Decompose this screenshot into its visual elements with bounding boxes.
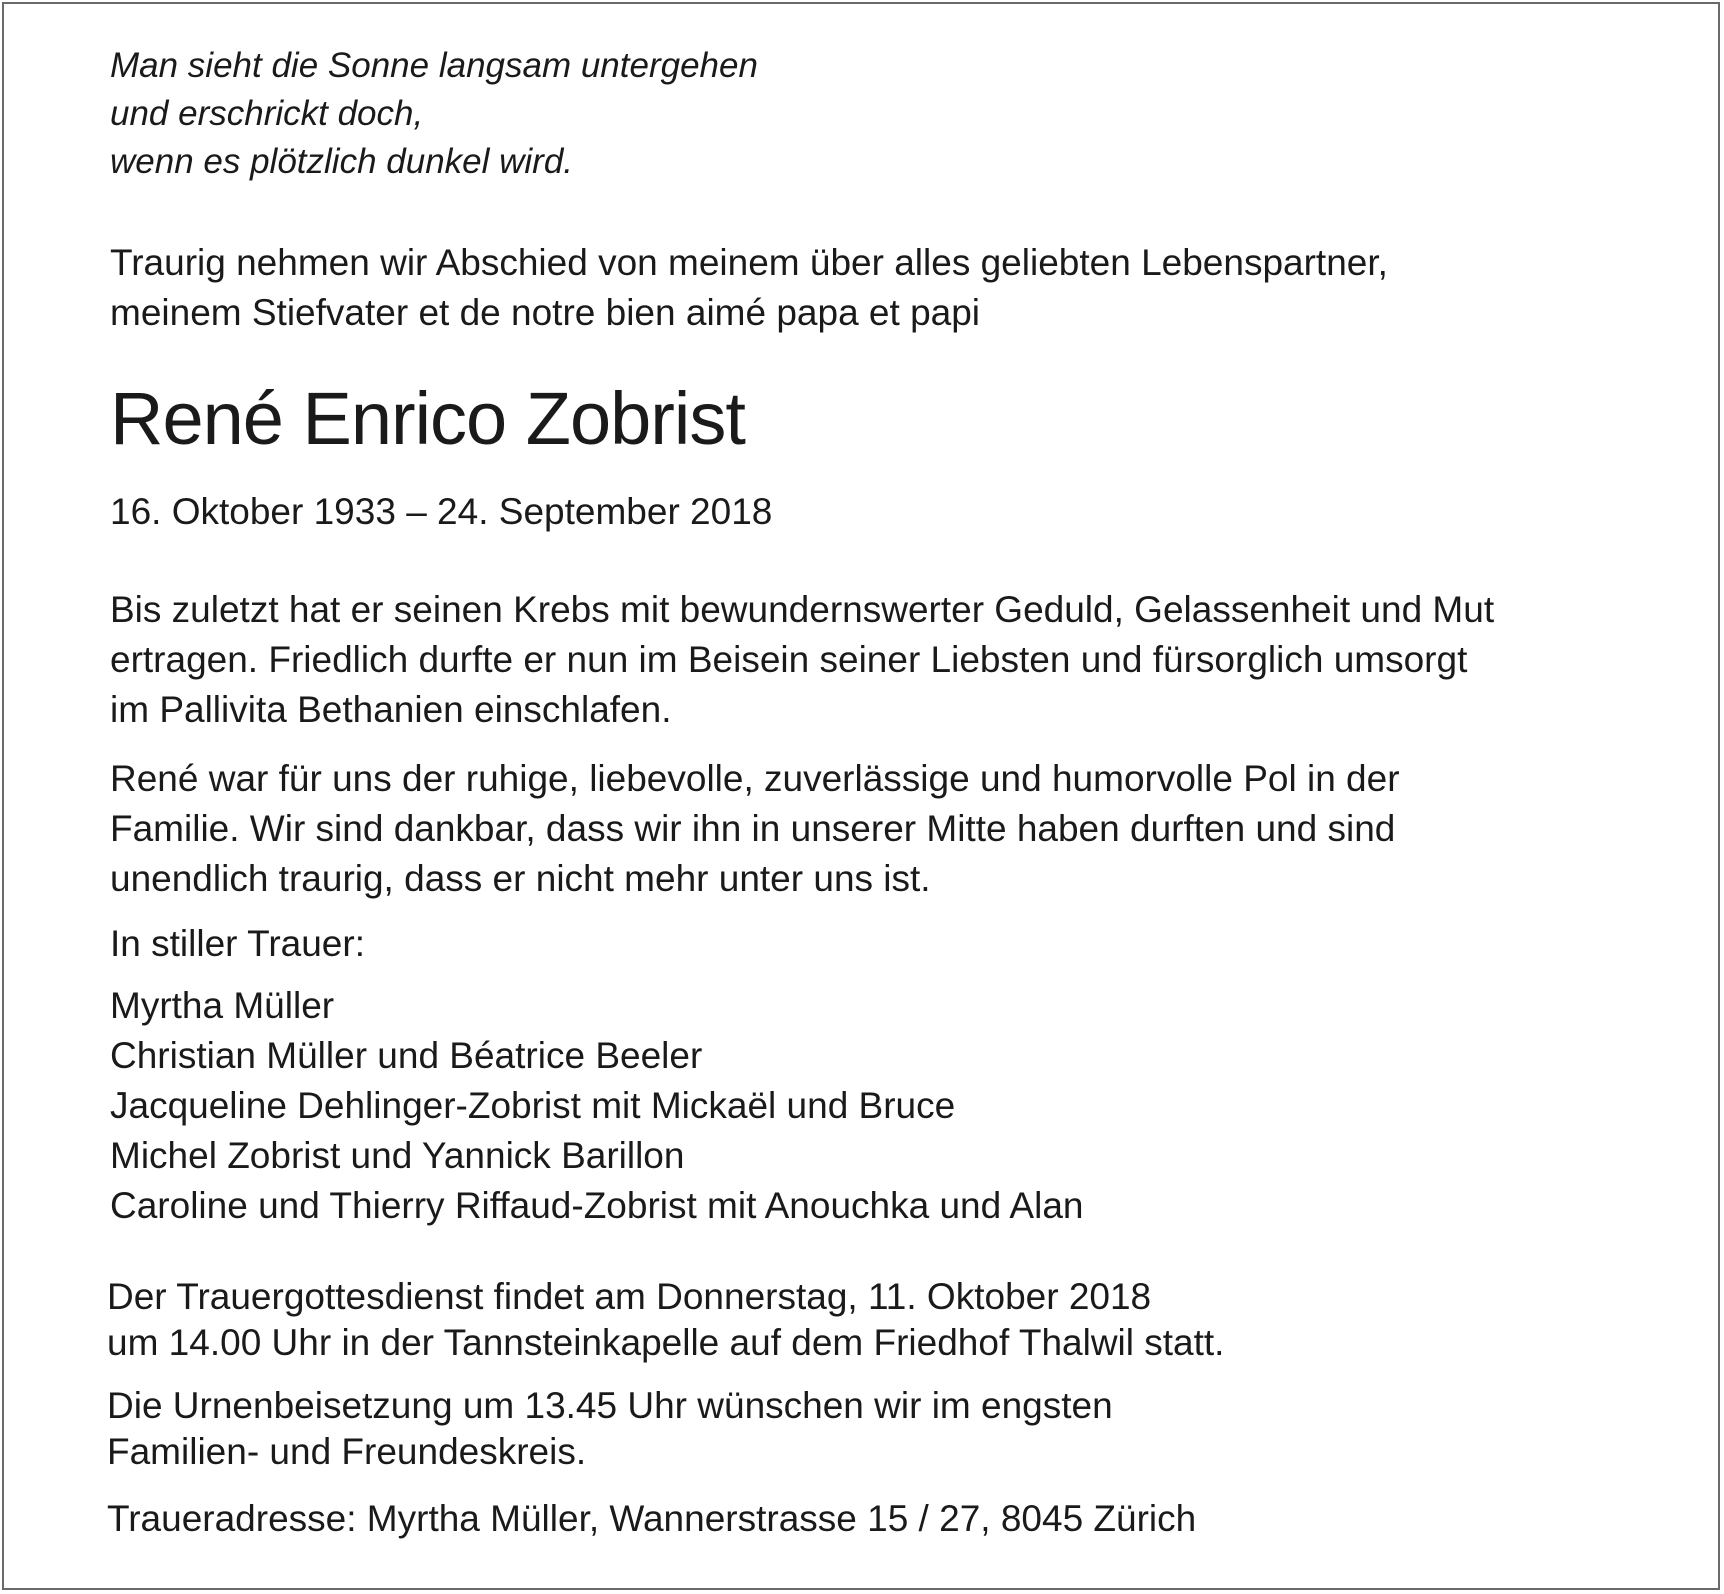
service-line: Der Trauergottesdienst findet am Donnerstag, 11. Oktober 2018 (107, 1276, 1152, 1317)
mourning-label: In stiller Trauer: (110, 923, 365, 964)
paragraph-line: im Pallivita Bethanien einschlafen. (110, 689, 672, 730)
intro-text (110, 238, 1388, 338)
paragraph-line: unendlich traurig, dass er nicht mehr unter uns ist. (110, 858, 931, 899)
mourning-address: Traueradresse: Myrtha Müller, Wannerstrasse 15 / 27, 8045 Zürich (107, 1498, 1197, 1539)
service-line: um 14.00 Uhr in der Tannsteinkapelle auf dem Friedhof Thalwil statt. (107, 1322, 1225, 1363)
burial-info (107, 1383, 1113, 1475)
intro-line: meinem Stiefvater et de notre bien aimé papa et papi (110, 292, 981, 333)
paragraph-line: René war für uns der ruhige, liebevolle, zuverlässige und humorvolle Pol in der (110, 758, 1400, 799)
mourners-list (110, 981, 1084, 1231)
burial-line: Familien- und Freundeskreis. (107, 1431, 587, 1472)
poem-line: wenn es plötzlich dunkel wird. (110, 142, 574, 181)
paragraph-line: Familie. Wir sind dankbar, dass wir ihn in unserer Mitte haben durften und sind (110, 808, 1396, 849)
paragraph-illness (110, 585, 1494, 735)
life-dates: 16. Oktober 1933 – 24. September 2018 (110, 491, 773, 532)
paragraph-line: ertragen. Friedlich durfte er nun im Beisein seiner Liebsten und fürsorglich umsorgt (110, 639, 1468, 680)
burial-line: Die Urnenbeisetzung um 13.45 Uhr wünschen wir im engsten (107, 1385, 1113, 1426)
intro-line: Traurig nehmen wir Abschied von meinem über alles geliebten Lebenspartner, (110, 242, 1388, 283)
deceased-name: René Enrico Zobrist (110, 377, 745, 460)
poem-line: Man sieht die Sonne langsam untergehen (110, 46, 758, 85)
mourner-name: Myrtha Müller (110, 985, 335, 1026)
service-info (107, 1274, 1224, 1366)
mourner-name: Caroline und Thierry Riffaud-Zobrist mit Anouchka und Alan (110, 1185, 1084, 1226)
poem (110, 42, 758, 186)
poem-line: und erschrickt doch, (110, 94, 424, 133)
mourner-name: Jacqueline Dehlinger-Zobrist mit Mickaël und Bruce (110, 1085, 956, 1126)
paragraph-line: Bis zuletzt hat er seinen Krebs mit bewundernswerter Geduld, Gelassenheit und Mut (110, 589, 1495, 630)
mourner-name: Christian Müller und Béatrice Beeler (110, 1035, 703, 1076)
mourner-name: Michel Zobrist und Yannick Barillon (110, 1135, 685, 1176)
paragraph-tribute (110, 754, 1400, 904)
